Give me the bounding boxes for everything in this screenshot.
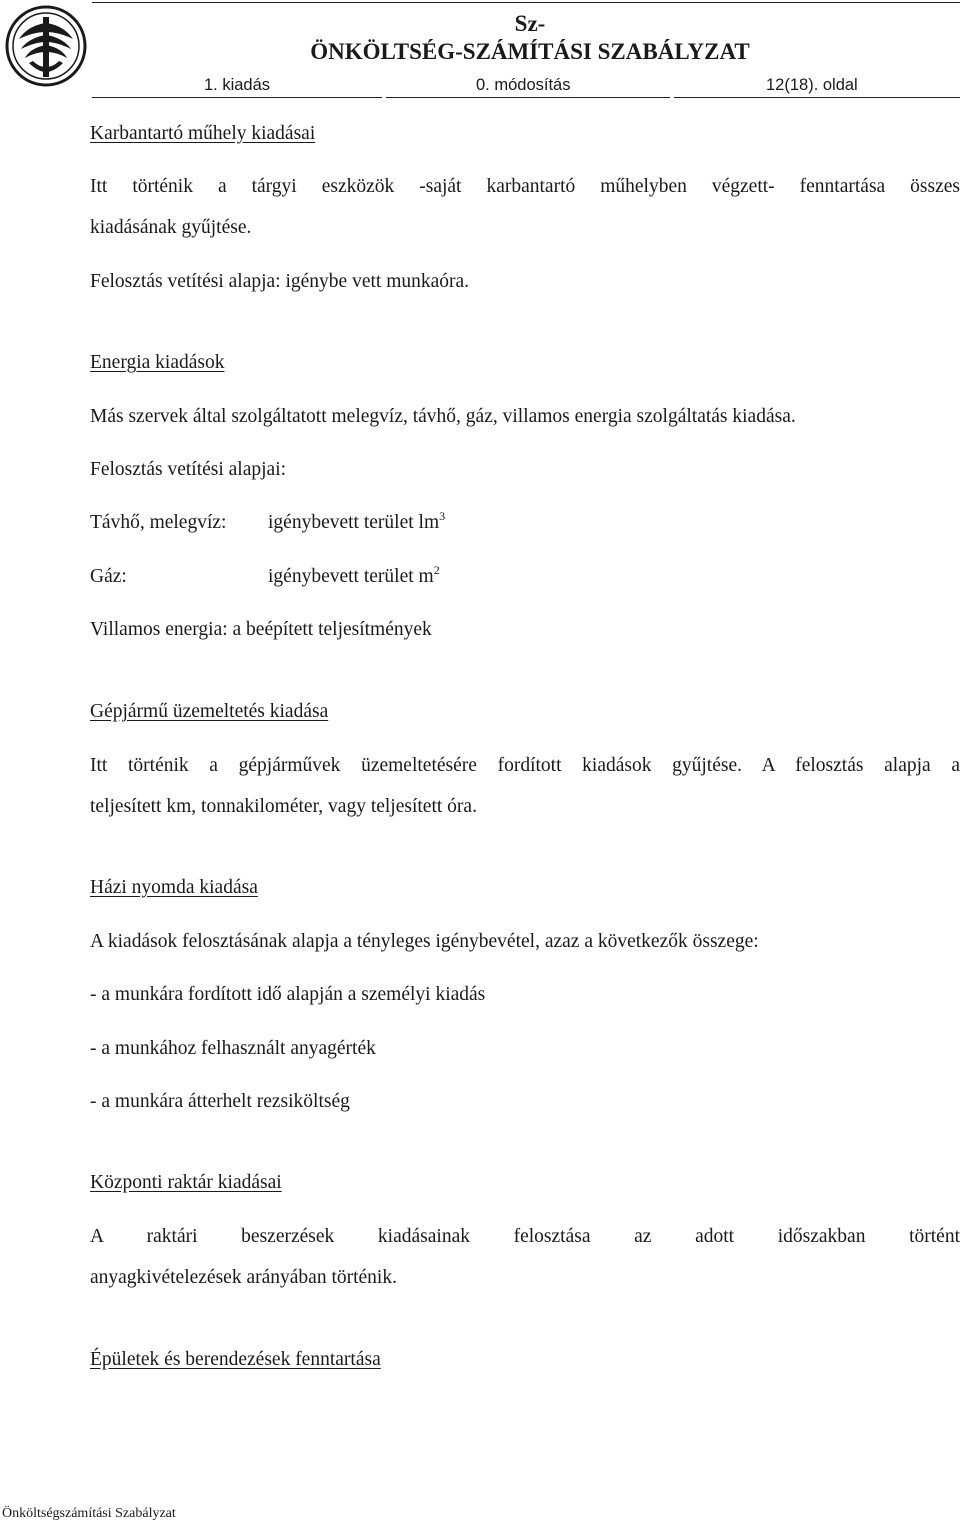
energia-allocation-heading: Felosztás vetítési alapjai: [90, 459, 287, 480]
section-heading-epuletek: Épületek és berendezések fenntartása [90, 1349, 381, 1370]
energia-row-value: igénybevett terület m [268, 566, 434, 587]
section-heading-energia: Energia kiadások [90, 352, 225, 373]
gepjarmu-paragraph-line2: teljesített km, tonnakilométer, vagy teljesített óra. [90, 796, 477, 817]
energia-row-label: Távhő, melegvíz: [90, 512, 227, 533]
energia-row [90, 563, 960, 588]
energia-description: Más szervek által szolgáltatott melegvíz, távhő, gáz, villamos energia szolgáltatás kiadása. [90, 406, 796, 427]
raktar-paragraph-line1: A raktári beszerzések kiadásainak felosztása az adott időszakban történt [90, 1226, 960, 1247]
karbantarto-allocation-basis: Felosztás vetítési alapja: igénybe vett munkaóra. [90, 271, 470, 292]
document-title: ÖNKÖLTSÉG-SZÁMÍTÁSI SZABÁLYZAT [310, 39, 750, 64]
gepjarmu-paragraph-line1: Itt történik a gépjárművek üzemeltetésére fordított kiadások gyűjtése. A felosztás alapja a [90, 755, 960, 776]
section-heading-nyomda: Házi nyomda kiadása [90, 877, 258, 898]
header-rule-1 [92, 97, 382, 98]
energia-row [90, 509, 960, 534]
superscript: 2 [433, 563, 440, 577]
nyomda-intro: A kiadások felosztásának alapja a tényleges igénybevétel, azaz a következők összege: [90, 931, 759, 952]
section-heading-karbantarto: Karbantartó műhely kiadásai [90, 123, 316, 144]
header-rule-2 [386, 97, 670, 98]
energia-row-value: igénybevett terület lm [268, 512, 440, 533]
section-heading-raktar: Központi raktár kiadásai [90, 1172, 282, 1193]
issue-label: 1. kiadás [204, 76, 271, 94]
energia-row-label: Gáz: [90, 566, 127, 587]
karbantarto-paragraph-line2: kiadásának gyűjtése. [90, 217, 252, 238]
page-footer: Önköltségszámítási Szabályzat [2, 1506, 176, 1521]
nyomda-list-item: - a munkára átterhelt rezsiköltség [90, 1091, 350, 1112]
modification-label: 0. módosítás [476, 76, 571, 94]
nyomda-list-item: - a munkára fordított idő alapján a személyi kiadás [90, 984, 486, 1005]
raktar-paragraph-line2: anyagkivételezések arányában történik. [90, 1267, 397, 1288]
energia-row-value: a beépített teljesítmények [232, 619, 432, 640]
page-number: 12(18). oldal [766, 76, 858, 94]
karbantarto-paragraph-line1: Itt történik a tárgyi eszközök -saját karbantartó műhelyben végzett- fenntartása összes [90, 176, 960, 197]
header-meta-row [0, 74, 960, 100]
document-title-prefix: Sz- [514, 11, 546, 36]
page-header [0, 0, 960, 100]
nyomda-list-item: - a munkához felhasznált anyagérték [90, 1038, 376, 1059]
header-rule-3 [674, 97, 960, 98]
energia-row-label: Villamos energia: [90, 619, 228, 640]
header-top-rule [92, 2, 960, 3]
superscript: 3 [439, 509, 446, 523]
section-heading-gepjarmu: Gépjármű üzemeltetés kiadása [90, 701, 329, 722]
energia-row [90, 619, 960, 641]
